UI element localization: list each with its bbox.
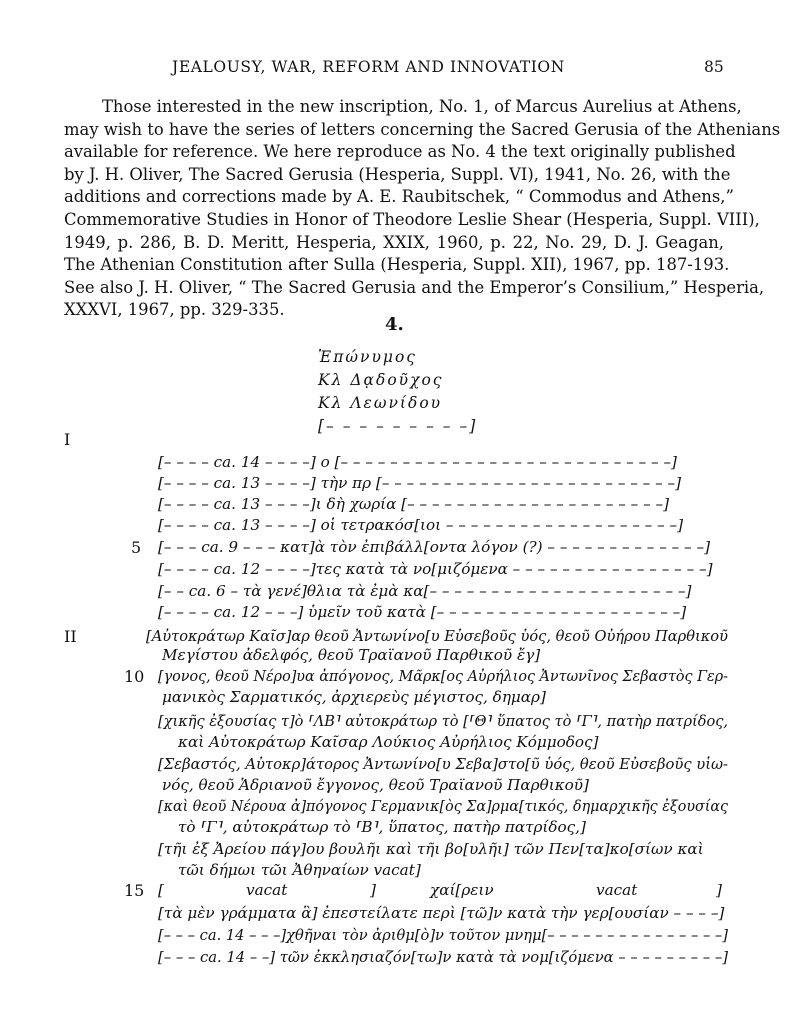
paragraph-line: additions and corrections made by A. E. Raubitschek, “ Commodus and Athens,” <box>64 187 734 207</box>
inscription-line: [– – – ca. 14 – – –]χθῆναι τὸν ἀριθμ[ὸ]ν τοῦτον μνημ[– – – – – – – – – – – – – – –] <box>158 926 728 944</box>
inscription-line: τὸ ⸢Γ⸣, αὐτοκράτωρ τὸ ⸢Β⸣, ὕπατος, πατὴρ πατρίδος,] <box>178 818 586 836</box>
inscription-header <box>318 346 477 438</box>
inscription-line-end: ] <box>716 881 722 899</box>
paragraph-line: The Athenian Constitution after Sulla (Hesperia, Suppl. XII), 1967, pp. 187-193. <box>64 255 730 275</box>
running-head-title: JEALOUSY, WAR, REFORM AND INNOVATION <box>172 58 565 76</box>
inscription-line: [Σεβαστός, Αὐτοκρ]άτορος Ἀντωνίνο[υ Σεβα]στο[ῦ ὑός, θεοῦ Εὐσεβοῦς υἱω- <box>158 755 729 773</box>
running-head <box>0 58 787 82</box>
vacat-marker: vacat <box>596 881 638 899</box>
paragraph-line: by J. H. Oliver, The Sacred Gerusia (Hesperia, Suppl. VI), 1941, No. 26, with the <box>64 164 731 184</box>
line-number-15: 15 <box>124 881 145 900</box>
paragraph-line: may wish to have the series of letters concerning the Sacred Gerusia of the Athenians <box>64 119 781 139</box>
inscription-line: [– – – – ca. 13 – – – –]ι δὴ χωρία [– – – – – – – – – – – – – – – – – – – – –] <box>158 495 670 513</box>
inscription-line: [καὶ θεοῦ Νέρουα ἀ]πόγονος Γερμανικ[ὸς Σα]ρμα[τικός, δημαρχικῆς ἐξουσίας <box>158 797 728 815</box>
paragraph-line: 1949, p. 286, B. D. Meritt, Hesperia, XXIX, 1960, p. 22, No. 29, D. J. Geagan, <box>64 232 724 252</box>
paragraph-line: available for reference. We here reproduce as No. 4 the text originally published <box>64 142 736 162</box>
inscription-line: [– – – – ca. 13 – – – –] οἱ τετρακόσ[ιοι – – – – – – – – – – – – – – – – – – –] <box>158 516 684 534</box>
inscription-line: [– – – ca. 9 – – – κατ]ὰ τὸν ἐπιβάλλ[οντα λόγον (?) – – – – – – – – – – – – –] <box>158 538 711 556</box>
inscription-line: μανικὸς Σαρματικός, ἀρχιερεὺς μέγιστος, δημαρ] <box>162 688 546 706</box>
inscription-line-open: [ <box>158 881 164 899</box>
header-line: Κλ Λεωνίδου <box>318 394 443 412</box>
inscription-line: καὶ Αὐτοκράτωρ Καῖσαρ Λούκιος Αὐρήλιος Κόμμοδος] <box>178 733 599 751</box>
inscription-line: [τῆι ἐξ Ἀρείου πάγ]ου βουλῆι καὶ τῆι βο[υλῆι] τῶν Πεν[τα]κο[σίων καὶ <box>158 840 704 858</box>
paragraph-line: See also J. H. Oliver, “ The Sacred Gerusia and the Emperor’s Consilium,” Hesperia, <box>64 277 765 297</box>
inscription-line: [– – – – ca. 14 – – – –] ο [– – – – – – – – – – – – – – – – – – – – – – – – – – –] <box>158 453 677 471</box>
inscription-line: [– – – – ca. 12 – – –] ὑμεῖν τοῦ κατὰ [– – – – – – – – – – – – – – – – – – – –] <box>158 603 687 621</box>
line-number-5: 5 <box>131 538 142 557</box>
inscription-line: [τὰ μὲν γράμματα ἃ] ἐπεστείλατε περὶ [τῶ]ν κατὰ τὴν γερ[ουσίαν – – – –] <box>158 904 725 922</box>
header-line: [– – – – – – – – –] <box>318 417 478 435</box>
paragraph-line: Those interested in the new inscription, No. 1, of Marcus Aurelius at Athens, <box>102 97 742 116</box>
vacat-marker: vacat <box>246 881 288 899</box>
inscription-line: [– – – – ca. 12 – – – –]τες κατὰ τὰ νο[μιζόμενα – – – – – – – – – – – – – – – –] <box>158 560 713 578</box>
page-number: 85 <box>704 58 724 76</box>
line-number-10: 10 <box>124 667 145 686</box>
inscription-line: [Αὐτοκράτωρ Καῖσ]αρ θεοῦ Ἀντωνίνο[υ Εὐσεβοῦς ὑός, θεοῦ Οὐήρου Παρθικοῦ <box>146 627 728 645</box>
inscription-line: [– – – – ca. 13 – – – –] τὴν πρ [– – – – – – – – – – – – – – – – – – – – – – – –] <box>158 474 682 492</box>
paragraph-line: XXXVI, 1967, pp. 329-335. <box>64 300 285 320</box>
inscription-line: νός, θεοῦ Ἁδριανοῦ ἔγγονος, θεοῦ Τραϊανοῦ Παρθικοῦ] <box>162 776 589 794</box>
inscription-number: 4. <box>385 314 404 335</box>
inscription-line: [χικῆς ἐξουσίας τ]ὸ ⸢ΛΒ⸣ αὐτοκράτωρ τὸ [⸢Θ⸣ ὕπατος τὸ ⸢Γ⸣, πατὴρ πατρίδος, <box>158 712 729 730</box>
intro-paragraph <box>64 96 781 322</box>
inscription-line-greeting: χαί[ρειν <box>430 881 494 899</box>
section-label-ii: II <box>64 627 77 646</box>
inscription-line-close: ] <box>370 881 376 899</box>
inscription-line: Μεγίστου ἀδελφός, θεοῦ Τραϊανοῦ Παρθικοῦ ἔγ] <box>162 646 541 664</box>
section-label-i: I <box>64 430 71 449</box>
inscription-line: τῶι δήμωι τῶι Ἀθηναίων vacat] <box>178 861 421 879</box>
inscription-line: [γονος, θεοῦ Νέρο]υα ἀπόγονος, Μᾶρκ[ος Αὐρήλιος Ἀντωνῖνος Σεβαστὸς Γερ- <box>158 667 729 685</box>
inscription-line: [– – – ca. 14 – –] τῶν ἐκκλησιαζόν[τω]ν κατὰ τὰ νομ[ιζόμενα – – – – – – – – –] <box>158 948 728 966</box>
paragraph-line: Commemorative Studies in Honor of Theodore Leslie Shear (Hesperia, Suppl. VIII), <box>64 209 760 229</box>
inscription-line: [– – ca. 6 – τὰ γενέ]θλια τὰ ἐμὰ κα[– – – – – – – – – – – – – – – – – – – – –] <box>158 582 692 600</box>
header-line: Κλ Δᾳδοῦχος <box>318 371 444 389</box>
header-line: Ἐπώνυμος <box>318 348 417 366</box>
